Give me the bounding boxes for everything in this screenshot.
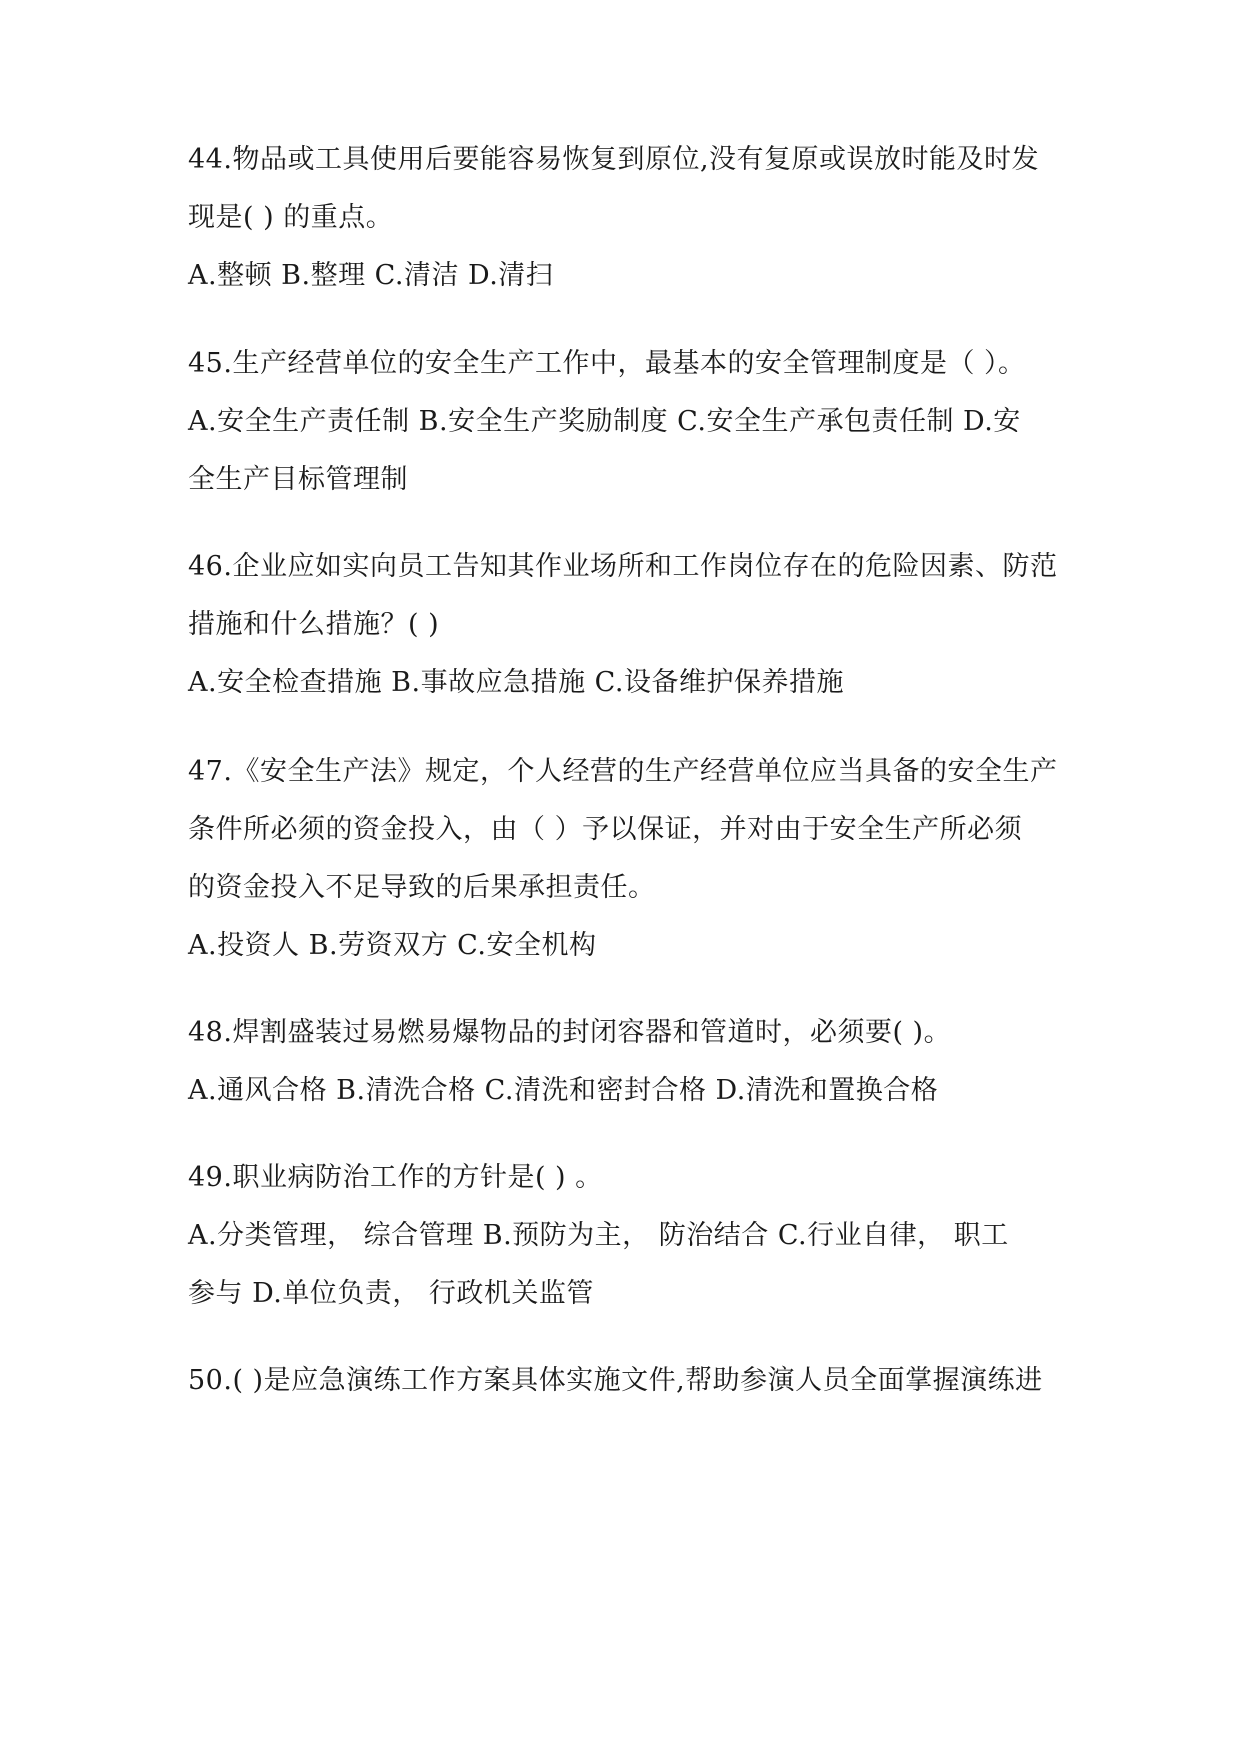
question-46-options: A.安全检查措施 B.事故应急措施 C.设备维护保养措施 [188,667,844,698]
question-46-line-1: 46.企业应如实向员工告知其作业场所和工作岗位存在的危险因素、防范 [188,551,1058,582]
question-48-options: A.通风合格 B.清洗合格 C.清洗和密封合格 D.清洗和置换合格 [188,1075,939,1106]
question-45-line-1: 45.生产经营单位的安全生产工作中，最基本的安全管理制度是（ ）。 [188,348,1026,379]
question-44-line-2: 现是( ) 的重点。 [188,202,394,233]
question-49-options-line-2: 参与 D.单位负责， 行政机关监管 [188,1278,594,1309]
question-47-options: A.投资人 B.劳资双方 C.安全机构 [188,930,597,961]
question-45-options-line-2: 全生产目标管理制 [188,464,408,495]
question-44-options: A.整顿 B.整理 C.清洁 D.清扫 [188,260,554,291]
question-47-line-3: 的资金投入不足导致的后果承担责任。 [188,872,656,903]
question-50-line-1: 50.( )是应急演练工作方案具体实施文件,帮助参演人员全面掌握演练进 [188,1365,1043,1396]
question-48-line-1: 48.焊割盛装过易燃易爆物品的封闭容器和管道时，必须要( )。 [188,1017,952,1048]
question-49-options-line-1: A.分类管理， 综合管理 B.预防为主， 防治结合 C.行业自律， 职工 [188,1220,1009,1251]
question-47-line-1: 47.《安全生产法》规定，个人经营的生产经营单位应当具备的安全生产 [188,756,1058,787]
question-46-line-2: 措施和什么措施？( ) [188,609,440,640]
question-44-line-1: 44.物品或工具使用后要能容易恢复到原位,没有复原或误放时能及时发 [188,144,1040,175]
question-47-line-2: 条件所必须的资金投入，由（ ）予以保证，并对由于安全生产所必须 [188,814,1023,845]
question-49-line-1: 49.职业病防治工作的方针是( ) 。 [188,1162,603,1193]
question-45-options-line-1: A.安全生产责任制 B.安全生产奖励制度 C.安全生产承包责任制 D.安 [188,406,1021,437]
